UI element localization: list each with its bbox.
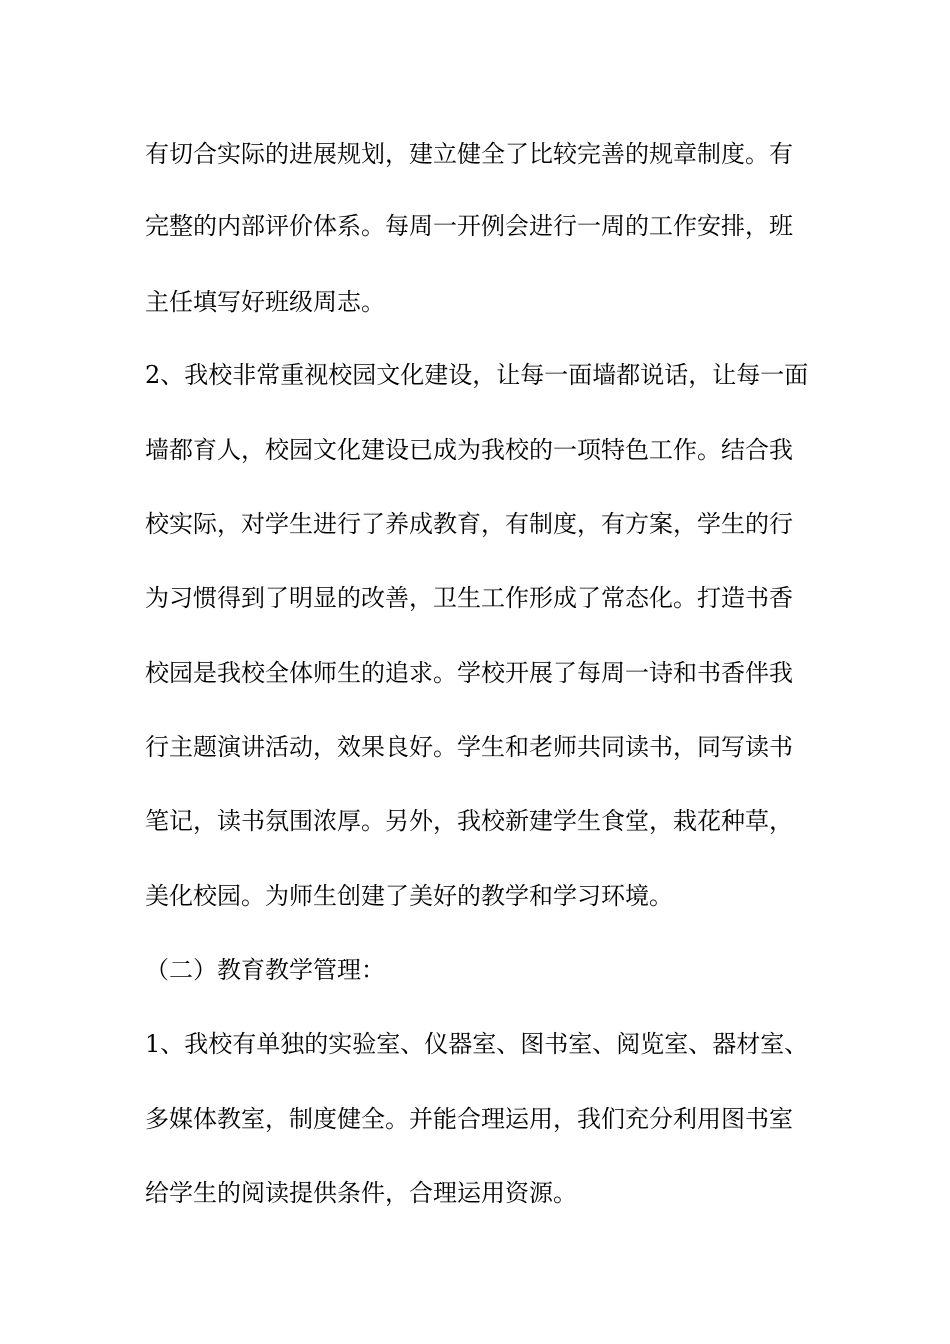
text-line: 校园是我校全体师生的追求。学校开展了每周一诗和书香伴我 [145, 659, 793, 687]
text-line: 笔记，读书氛围浓厚。另外，我校新建学生食堂，栽花种草， [145, 807, 793, 835]
text-line: 完整的内部评价体系。每周一开例会进行一周的工作安排，班 [145, 212, 793, 240]
paragraph-start-line: 2、我校非常重视校园文化建设，让每一面墙都说话，让每一面 [145, 361, 809, 389]
text-line: 多媒体教室，制度健全。并能合理运用，我们充分利用图书室 [145, 1105, 793, 1133]
text-line: 墙都育人，校园文化建设已成为我校的一项特色工作。结合我 [145, 436, 793, 464]
text-line: 校实际，对学生进行了养成教育，有制度，有方案，学生的行 [145, 510, 793, 538]
text-line: 美化校园。为师生创建了美好的教学和学习环境。 [145, 882, 673, 910]
text-line: 主任填写好班级周志。 [145, 288, 385, 316]
text-line: 为习惯得到了明显的改善，卫生工作形成了常态化。打造书香 [145, 584, 793, 612]
text-line: 给学生的阅读提供条件，合理运用资源。 [145, 1179, 577, 1207]
paragraph-start-line: 1、我校有单独的实验室、仪器室、图书室、阅览室、器材室、 [145, 1030, 809, 1058]
text-line: 行主题演讲活动，效果良好。学生和老师共同读书，同写读书 [145, 733, 793, 761]
section-heading: （二）教育教学管理： [145, 956, 385, 984]
text-line: 有切合实际的进展规划，建立健全了比较完善的规章制度。有 [145, 140, 793, 168]
